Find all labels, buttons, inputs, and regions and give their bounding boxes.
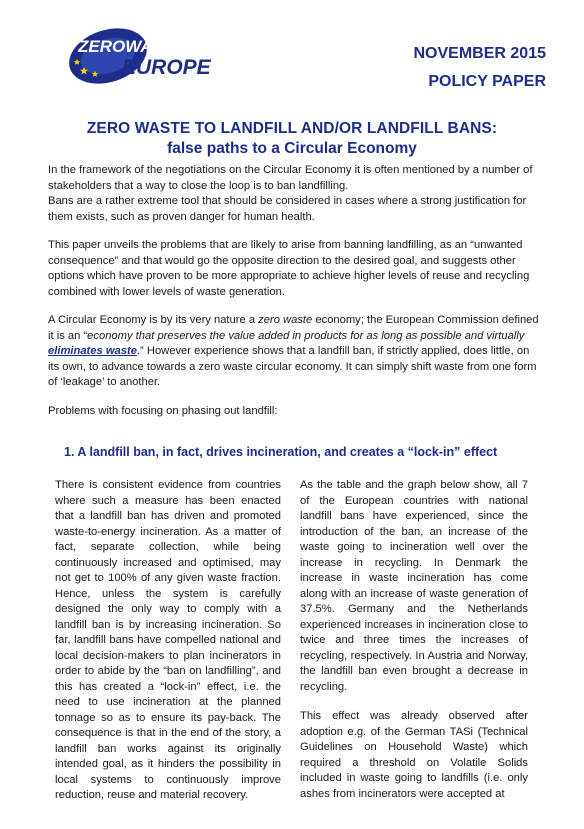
right-paragraph-2: This effect was already observed after adoption e.g. of the German TASi (Technical Guidelines on Household Waste) which required a threshold on Volatile Solids included in waste going to landfills (i.e. only ashes from incinerators were accepted at (300, 710, 528, 800)
publication-date: NOVEMBER 2015 (413, 45, 546, 62)
eliminates-waste-link[interactable]: eliminates waste (48, 345, 137, 357)
p3-text-c: .” However experience shows that a landfill ban, if strictly applied, does little, on its own, to advance towards a zero waste circular economy. It can simply shift waste from one form of ‘leakage’ to another. (48, 345, 537, 388)
section-1-right-column (300, 478, 528, 802)
right-paragraph-1: As the table and the graph below show, all 7 of the European countries with national landfill bans have experienced, since the introduction of the ban, an increase of the waste going to incineration well over the increase in recycling. In Denmark the increase in waste incineration has come along with an increase of waste generation of 37.5%. Germany and the Netherlands experienced increases in incineration close to twice and three times the increases of recycling, respectively. In Austria and Norway, the landfill ban even brought a decrease in recycling. (300, 479, 528, 693)
intro-paragraph-1a: In the framework of the negotiations on the Circular Economy it is often mentioned by a number of stakeholders that a way to close the loop is to ban landfilling. (48, 164, 533, 192)
p3-text-a: A Circular Economy is by its very nature a (48, 314, 259, 326)
section-1-left-column (55, 478, 281, 804)
p3-text-b: economy; the European Commission defined it is an “ (48, 314, 539, 342)
intro-section (48, 163, 539, 419)
left-paragraph-1: There is consistent evidence from countries where such a measure has been enacted that a landfill ban has driven and promoted waste-to-energy incineration. As a matter of fact, separate collection, while being continuously increased and optimised, may not get to 100% of any given waste fraction. Hence, unless the system is carefully designed the only way to comply with a landfill ban is by increasing incineration. So far, landfill bans have compelled national and local decision-makers to plan incinerators in order to abide by the “ban on landfilling”, and this has created a “lock-in” effect, i.e. the need to use incineration at the planned tonnage so as to ensure its pay-back. The consequence is that in the end of the story, a landfill ban works against its originally intended goal, as it hinders the possibility in local systems to continuously improve reduction, reuse and material recovery. (55, 479, 281, 801)
intro-paragraph-2: This paper unveils the problems that are likely to arise from banning landfilling, as an “unwanted consequence” and that would go the opposite direction to the desired goal, and suggests other options which have proven to be more appropriate to achieve higher levels of reuse and recycling combined with lower levels of waste generation. (48, 239, 530, 298)
section-1-heading: 1. A landfill ban, in fact, drives incineration, and creates a “lock-in” effect (64, 445, 498, 459)
header-meta (414, 40, 547, 96)
document-title (30, 119, 554, 159)
intro-paragraph-4: Problems with focusing on phasing out landfill: (48, 404, 278, 417)
p3-quote: economy that preserves the value added in products for as long as possible and virtually (87, 329, 525, 342)
zero-waste-europe-logo (64, 26, 214, 84)
intro-paragraph-3 (48, 313, 539, 391)
p3-emphasis: zero waste (258, 314, 313, 326)
logo-text-line1: ZEROWASTE (78, 37, 186, 56)
title-main: ZERO WASTE TO LANDFILL AND/OR LANDFILL BANS: (86, 120, 498, 137)
document-type: POLICY PAPER (428, 73, 546, 90)
intro-paragraph-1b: Bans are a rather extreme tool that should be considered in cases where a strong justification for them exists, such as proven danger for human health. (48, 195, 527, 223)
logo-text-line2: EUROPE (122, 56, 211, 79)
title-sub: false paths to a Circular Economy (167, 140, 417, 157)
